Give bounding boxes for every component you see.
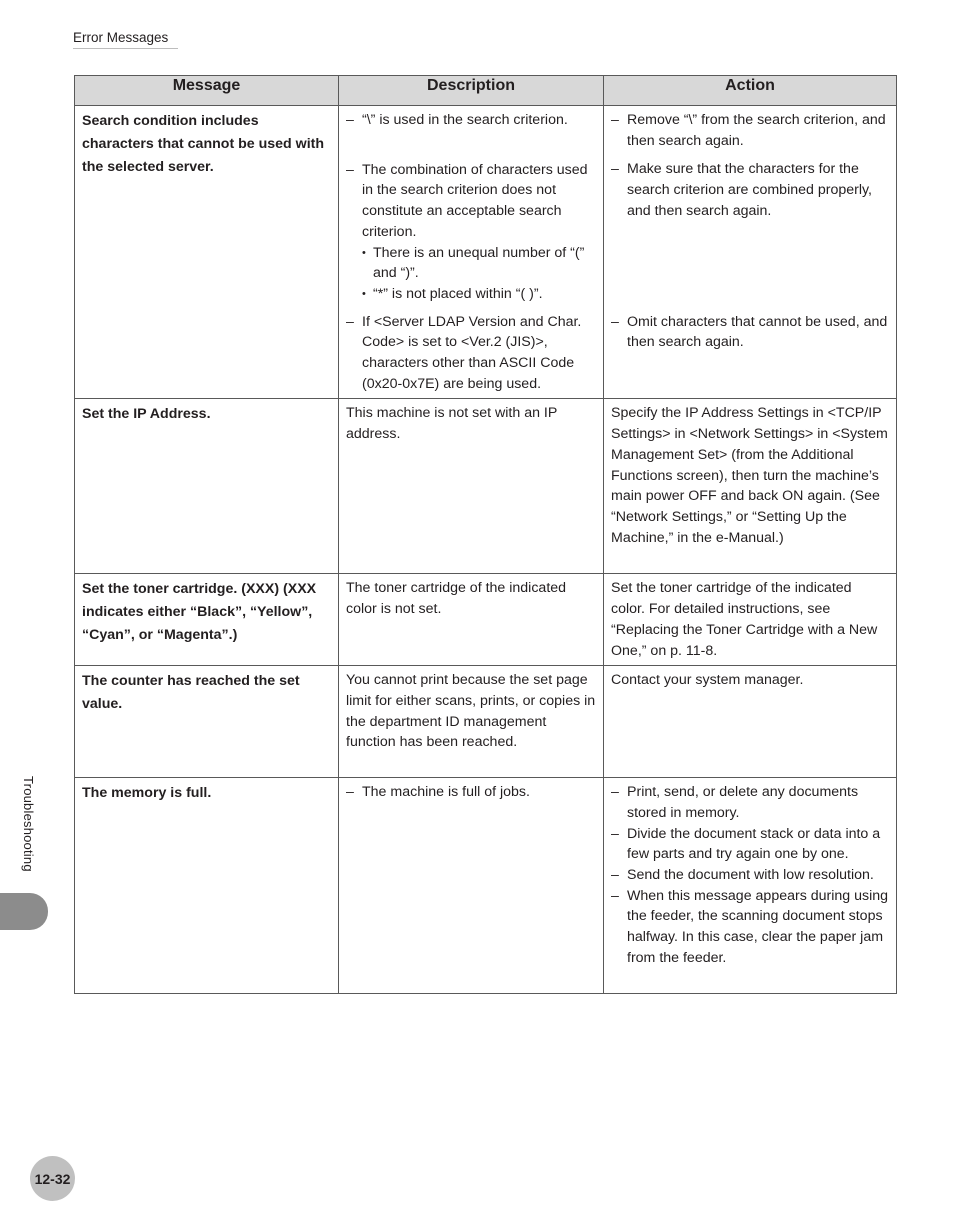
table-row [75, 778, 897, 994]
message-cell: The memory is full. [75, 778, 339, 994]
message-cell: Search condition includes characters that cannot be used with the selected server. [75, 106, 339, 399]
page-number: 12-32 [30, 1156, 75, 1201]
message-cell: Set the IP Address. [75, 399, 339, 574]
action-cell [604, 778, 897, 994]
table-header-row [75, 76, 897, 106]
message-cell: The counter has reached the set value. [75, 666, 339, 778]
action-cell [604, 106, 897, 399]
description-cell: You cannot print because the set page limit for either scans, prints, or copies in the department ID management function has been reached. [339, 666, 604, 778]
description-cell [339, 106, 604, 399]
list-item: – The machine is full of jobs. [346, 784, 530, 801]
chapter-side-label: Troubleshooting [21, 776, 36, 872]
description-cell [339, 778, 604, 994]
list-item: – If <Server LDAP Version and Char. Code> is set to <Ver.2 (JIS)>, characters other than ASCII Code (0x20-0x7E) are being used. [346, 313, 582, 392]
list-item: – When this message appears during using the feeder, the scanning document stops halfway. In this case, clear the paper jam from the feeder. [611, 887, 889, 966]
table-row [75, 106, 897, 399]
table-row [75, 399, 897, 574]
list-item: – Make sure that the characters for the search criterion are combined properly, and then search again. [611, 161, 872, 219]
error-messages-table [74, 75, 897, 994]
list-item: – Send the document with low resolution. [611, 867, 874, 884]
message-cell: Set the toner cartridge. (XXX) (XXX indicates either “Black”, “Yellow”, “Cyan”, or “Magenta”.) [75, 574, 339, 666]
section-title: Error Messages [73, 30, 178, 49]
list-item: – The combination of characters used in the search criterion does not constitute an acceptable search criterion. [346, 161, 588, 240]
description-cell: The toner cartridge of the indicated color is not set. [339, 574, 604, 666]
list-item: – “\” is used in the search criterion. [346, 112, 568, 128]
table-row [75, 574, 897, 666]
action-cell: Contact your system manager. [604, 666, 897, 778]
table-row [75, 666, 897, 778]
list-item: – Print, send, or delete any documents stored in memory. [611, 784, 859, 821]
list-item: – Remove “\” from the search criterion, and then search again. [611, 112, 886, 149]
list-item: – Divide the document stack or data into a few parts and try again one by one. [611, 825, 881, 863]
chapter-tab-marker [0, 893, 48, 930]
column-header-message: Message [75, 76, 339, 106]
bullet-item: • There is an unequal number of “(” and “)”. [362, 244, 585, 282]
column-header-description: Description [339, 76, 604, 106]
bullet-item: • “*” is not placed within “( )”. [362, 285, 543, 302]
list-item: – Omit characters that cannot be used, and then search again. [611, 313, 888, 351]
action-cell: Set the toner cartridge of the indicated color. For detailed instructions, see “Replacing the Toner Cartridge with a New One,” on p. 11-8. [604, 574, 897, 666]
description-cell: This machine is not set with an IP address. [339, 399, 604, 574]
column-header-action: Action [604, 76, 897, 106]
action-cell: Specify the IP Address Settings in <TCP/IP Settings> in <Network Settings> in <System Management Set> (from the Additional Functions screen), then turn the machine’s main power OFF and back ON again. (See “Network Settings,” or “Setting Up the Machine,” in the e-Manual.) [604, 399, 897, 574]
